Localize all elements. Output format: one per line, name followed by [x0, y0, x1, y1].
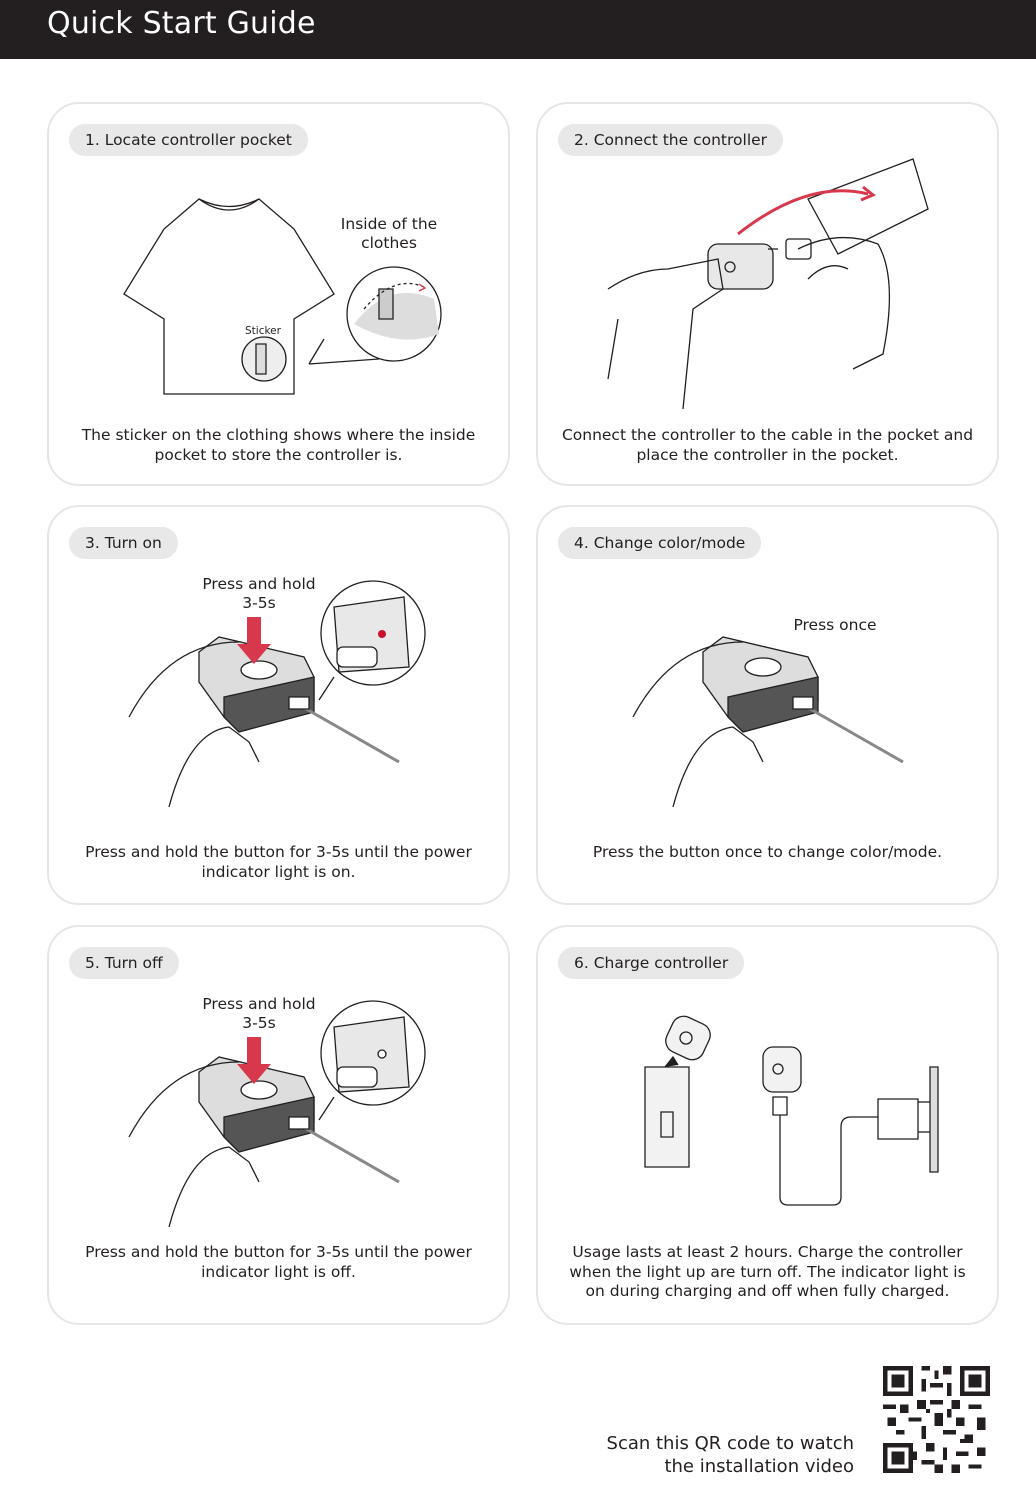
- page-title: Quick Start Guide: [47, 6, 316, 41]
- press-hold-label: Press and hold 3-5s: [202, 995, 316, 1032]
- step-card-1: [47, 102, 510, 486]
- page-header: [0, 0, 1036, 59]
- turn-off-illustration: [129, 1012, 429, 1227]
- connect-illustration: [608, 159, 938, 409]
- step-caption: Press and hold the button for 3-5s until the power indicator light is off.: [85, 1243, 472, 1281]
- inside-label: Inside of the clothes: [340, 215, 438, 252]
- step-caption: Usage lasts at least 2 hours. Charge the controller when the light up are turn off. The indicator light is on during charging and off when fully charged.: [569, 1243, 966, 1300]
- step-caption: Press the button once to change color/mode.: [592, 843, 943, 861]
- step-card-3: [47, 505, 510, 905]
- step-card-4: [536, 505, 999, 905]
- step-title: 5. Turn off: [69, 947, 179, 979]
- press-hold-label: Press and hold 3-5s: [202, 575, 316, 612]
- qr-instruction: Scan this QR code to watch the installation video: [606, 1433, 854, 1477]
- turn-on-illustration: [129, 592, 429, 807]
- step-card-5: [47, 925, 510, 1325]
- step-caption: Press and hold the button for 3-5s until the power indicator light is on.: [85, 843, 472, 881]
- change-mode-illustration: [633, 627, 913, 807]
- charge-illustration: [643, 1007, 953, 1207]
- sticker-label: Sticker: [245, 325, 281, 337]
- step-title: 1. Locate controller pocket: [69, 124, 308, 156]
- step-caption: The sticker on the clothing shows where the inside pocket to store the controller is.: [81, 426, 476, 464]
- step-title: 6. Charge controller: [558, 947, 744, 979]
- step-title: 4. Change color/mode: [558, 527, 761, 559]
- step-title: 2. Connect the controller: [558, 124, 783, 156]
- qr-code-icon[interactable]: [883, 1366, 990, 1473]
- step-card-2: [536, 102, 999, 486]
- press-once-label: Press once: [793, 616, 877, 634]
- step-card-6: [536, 925, 999, 1325]
- step-caption: Connect the controller to the cable in the pocket and place the controller in the pocket.: [561, 426, 974, 464]
- step-title: 3. Turn on: [69, 527, 178, 559]
